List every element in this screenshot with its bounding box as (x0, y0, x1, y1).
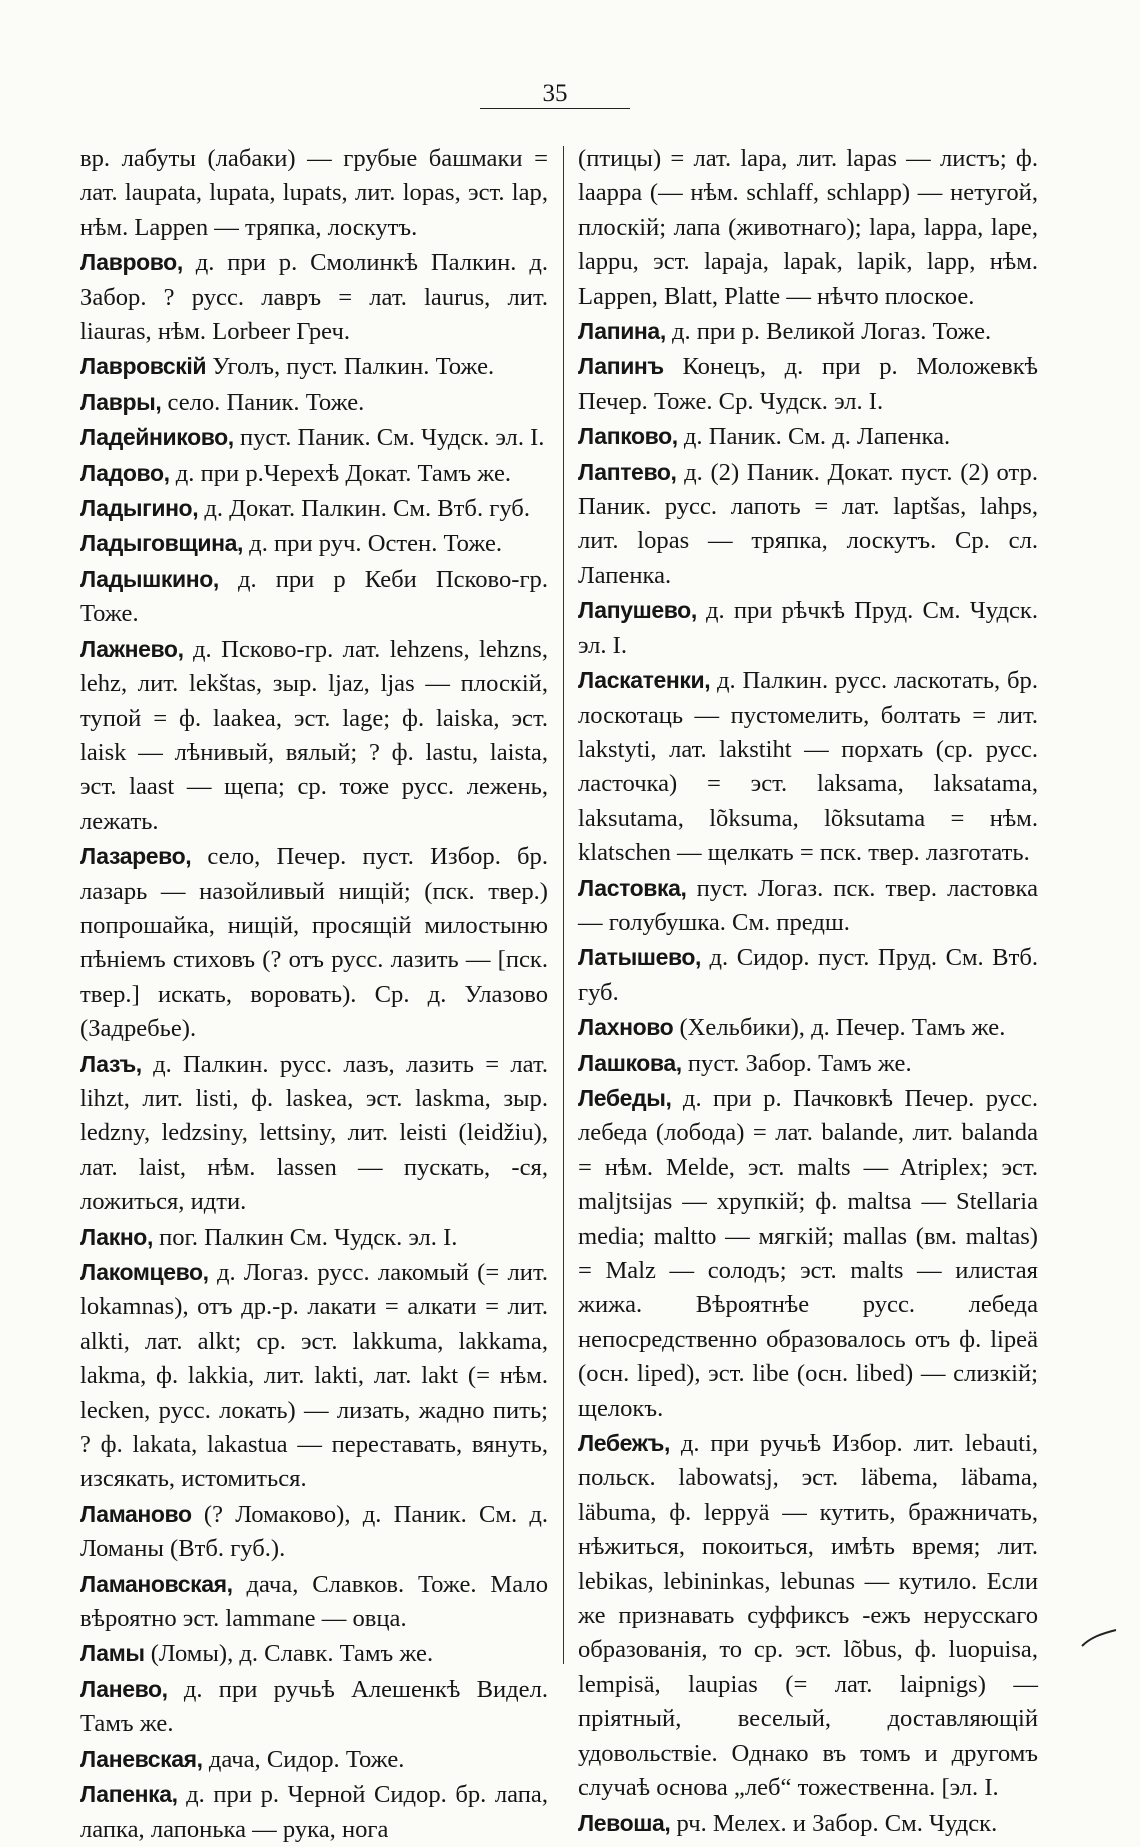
dictionary-entry (80, 1047, 548, 1220)
dictionary-entry (80, 526, 548, 561)
dictionary-entry (80, 245, 548, 349)
entry-text: д. Псково-гр. лат. lehzens, lehzns, lehz, лит. lekštas, зыр. ljaz, ljas — плоскій, тупой = ф. laakea, эст. lage; ф. laiska, эст. laisk — лѣнивый, вялый; ? ф. lastu, laista, эст. laast — щепа; ср. тоже русс. лежень, лежать. (80, 635, 548, 835)
entry-text: д. Логаз. русс. лакомый (= лит. lokamnas), отъ др.-р. лакати = алкати = лит. alkti, лат. alkt; ср. эст. lakkuma, lakkama, lakma, ф. lakkia, лит. lakti, лат. lakt (= нѣм. lecken, русс. локать) — лизать, жадно пить; ? ф. lakata, lakastua — переставать, вянуть, изсякать, истомиться. (80, 1259, 548, 1493)
entry-headword: Лаврово, (80, 249, 183, 276)
entry-text: (птицы) = лат. lapa, лит. lapas — листъ; ф. laappa (— нѣм. schlaff, schlapp) — нетугой, плоскій; лапа (животнаго); lapa, lappa, lape, lappu, эст. lapaja, lapak, lapik, lapp, нѣм. Lappen, Blatt, Platte — нѣчто плоское. (578, 145, 1038, 310)
entry-headword: Ласкатенки, (578, 667, 711, 694)
entry-headword: Ланево, (80, 1675, 168, 1702)
dictionary-entry (578, 142, 1038, 314)
entry-headword: Лавровскій (80, 353, 207, 380)
entry-text: рч. Мелех. и Забор. См. Чудск. (670, 1809, 998, 1837)
entry-headword: Лебежъ, (578, 1430, 670, 1457)
dictionary-entry (80, 1567, 548, 1637)
entry-text: д. при руч. Остен. Тоже. (243, 530, 503, 558)
entry-headword: Лапенка, (80, 1781, 178, 1808)
entry-text: вр. лабуты (лабаки) — грубые башмаки = лат. laupata, lupata, lupats, лит. lopas, эст. lap, нѣм. Lappen — тряпка, лоскутъ. (80, 145, 548, 241)
entry-headword: Ланевская, (80, 1745, 203, 1772)
entry-headword: Ламаново (80, 1500, 192, 1527)
entry-headword: Левоша, (578, 1809, 671, 1836)
right-column (578, 142, 1038, 1841)
entry-headword: Лазъ, (80, 1050, 142, 1077)
dictionary-entry (578, 1806, 1038, 1841)
entry-headword: Ладово, (80, 459, 170, 486)
entry-text: пуст. Забор. Тамъ же. (681, 1049, 912, 1077)
entry-text: д. при р. Смолинкѣ Палкин. д. Забор. ? русс. лавръ = лат. laurus, лит. liauras, нѣм. Lorbeer Греч. (80, 249, 548, 346)
dictionary-entry (578, 314, 1038, 349)
dictionary-entry (80, 456, 548, 491)
entry-headword: Лакомцево, (80, 1259, 209, 1285)
entry-text: д. Палкин. русс. ласкотать, бр. лоскотаць — пустомелить, болтать = лит. lakstyti, лат. lakstiht — порхать (ср. русс. ласточка) = эст. laksama, laksatama, laksutama, lõksuma, lõksutama = нѣм. klatschen — щелкать = пск. твер. лазготать. (578, 667, 1038, 867)
dictionary-entry (578, 1426, 1038, 1805)
dictionary-entry (578, 593, 1038, 663)
entry-text: д. Палкин. русс. лазъ, лазить = лат. lihzt, лит. listi, ф. laskea, эст. laskma, зыр. ledzny, ledzsiny, lettsiny, лит. leisti (leidžiu), лат. laist, нѣм. lassen — пускать, -ся, ложиться, идти. (80, 1050, 548, 1216)
entry-headword: Лакно, (80, 1223, 153, 1250)
entry-text: село. Паник. Тоже. (161, 388, 365, 416)
entry-text: д. при р. Пачковкѣ Печер. русс. лебеда (лобода) = лат. balande, лит. balanda = нѣм. Melde, эст. malts — Atriplex; эст. maljtsijas — хрупкій; ф. maltsa — Stellaria media; maltto — мягкій; mallas (вм. maltas) = Malz — солодъ; эст. malts — илистая жижа. Вѣроятнѣе русс. лебеда непосредственно образовалось отъ ф. lipeä (осн. liped), эст. libe (осн. libed) — слизкій; щелокъ. (578, 1084, 1038, 1422)
dictionary-entry (578, 1046, 1038, 1081)
entry-text: д. при рѣчкѣ Пруд. См. Чудск. эл. I. (578, 597, 1038, 659)
dictionary-entry (578, 940, 1038, 1010)
entry-text: д. при ручьѣ Избор. лит. lebauti, польск. labowatsj, эст. läbema, läbama, läbuma, ф. leppyä — кутить, бражничать, нѣжиться, покоиться, имѣть время; лит. lebikas, lebininkas, lebunas — кутило. Если же признавать суффиксъ -ежъ нерусскаго образованія, то ср. эст. lõbus, ф. luopuisa, lempisä, laupias (= лат. laipnigs) — пріятный, веселый, доставляющій удовольствіе. Однако въ томъ и другомъ случаѣ основа „леб“ тожественна. [эл. I. (578, 1430, 1038, 1802)
entry-text: (Хельбики), д. Печер. Тамъ же. (673, 1014, 1006, 1042)
entry-headword: Лебеды, (578, 1084, 672, 1111)
dictionary-entry (578, 663, 1038, 870)
pen-mark-icon (1080, 1628, 1120, 1648)
dictionary-entry (80, 1255, 548, 1497)
dictionary-entry (80, 385, 548, 420)
dictionary-entry (80, 349, 548, 384)
dictionary-entry (80, 839, 548, 1046)
entry-text: д. при р Кеби Псково-гр. Тоже. (80, 565, 548, 628)
entry-text: д. при р.Черехѣ Докат. Тамъ же. (169, 459, 512, 487)
dictionary-entry (578, 1010, 1038, 1045)
entry-headword: Лашкова, (578, 1049, 682, 1076)
entry-text: д. Паник. См. д. Лапенка. (677, 423, 951, 451)
entry-text: пуст. Паник. См. Чудск. эл. I. (233, 424, 545, 452)
dictionary-entry (80, 562, 548, 632)
entry-text: д. Докат. Палкин. См. Втб. губ. (198, 495, 530, 523)
dictionary-entry (578, 1081, 1038, 1426)
entry-text: пуст. Логаз. пск. твер. ластовка — голубушка. См. предш. (578, 874, 1038, 936)
entry-headword: Лахново (578, 1014, 674, 1041)
entry-headword: Лаптево, (578, 458, 677, 485)
entry-headword: Лажнево, (80, 635, 184, 662)
dictionary-entry (80, 491, 548, 526)
entry-headword: Лапушево, (578, 597, 697, 624)
header-rule (480, 108, 630, 109)
entry-headword: Лазарево, (80, 843, 192, 870)
entry-headword: Лапково, (578, 423, 678, 450)
entry-headword: Ладыгино, (80, 495, 199, 522)
entry-headword: Ламы (80, 1640, 145, 1667)
dictionary-entry (80, 632, 548, 839)
entry-text: д. при р. Черной Сидор. бр. лапа, лапка, лапонька — рука, нога (80, 1781, 548, 1843)
dictionary-entry (80, 1672, 548, 1742)
left-column (80, 142, 548, 1847)
page-number: 35 (542, 80, 568, 107)
entry-headword: Лавры, (80, 388, 162, 415)
entry-text: д. при р. Великой Логаз. Тоже. (665, 318, 992, 346)
entry-text: дача, Славков. Тоже. Мало вѣроятно эст. lammane — овца. (80, 1570, 548, 1633)
entry-text: Конецъ, д. при р. Моложевкѣ Печер. Тоже. Ср. Чудск. эл. I. (578, 353, 1038, 415)
entry-text: село, Печер. пуст. Избор. бр. лазарь — назойливый нищій; (пск. твер.) попрошайка, нищій, просящій милостыню пѣніемъ стиховъ (? отъ русс. лазить — [пск. твер.] искать, воровать). Ср. д. Улазово (Задребье). (80, 843, 548, 1043)
dictionary-entry (578, 349, 1038, 419)
entry-headword: Лапинъ (578, 353, 664, 380)
entry-text: пог. Палкин См. Чудск. эл. I. (152, 1223, 458, 1251)
dictionary-entry (578, 871, 1038, 941)
dictionary-entry (80, 142, 548, 245)
entry-text: д. Сидор. пуст. Пруд. См. Втб. губ. (578, 944, 1038, 1006)
entry-headword: Лапина, (578, 318, 666, 345)
entry-text: дача, Сидор. Тоже. (202, 1745, 405, 1773)
entry-headword: Ладыговщина, (80, 530, 244, 557)
dictionary-entry (578, 419, 1038, 454)
entry-text: д. при ручьѣ Алешенкѣ Видел. Тамъ же. (80, 1675, 548, 1738)
dictionary-entry (80, 1220, 548, 1255)
entry-text: Уголъ, пуст. Палкин. Тоже. (206, 353, 495, 381)
dictionary-entry (80, 1497, 548, 1567)
entry-headword: Ладышкино, (80, 565, 219, 592)
dictionary-entry (80, 1777, 548, 1847)
entry-text: (Ломы), д. Славк. Тамъ же. (144, 1640, 434, 1668)
dictionary-entry (80, 420, 548, 455)
column-divider (563, 146, 564, 1664)
dictionary-entry (80, 1742, 548, 1777)
dictionary-entry (578, 455, 1038, 594)
entry-headword: Латышево, (578, 944, 702, 971)
dictionary-entry (80, 1636, 548, 1671)
entry-text: д. (2) Паник. Докат. пуст. (2) отр. Паник. русс. лапоть = лат. laptšas, lahps, лит. lopas — тряпка, лоскутъ. Ср. сл. Лапенка. (578, 458, 1038, 589)
entry-headword: Ламановская, (80, 1570, 233, 1597)
entry-headword: Ластовка, (578, 874, 687, 901)
entry-text: (? Ломаково), д. Паник. См. д. Ломаны (Втб. губ.). (80, 1500, 548, 1563)
entry-headword: Ладейниково, (80, 424, 234, 451)
